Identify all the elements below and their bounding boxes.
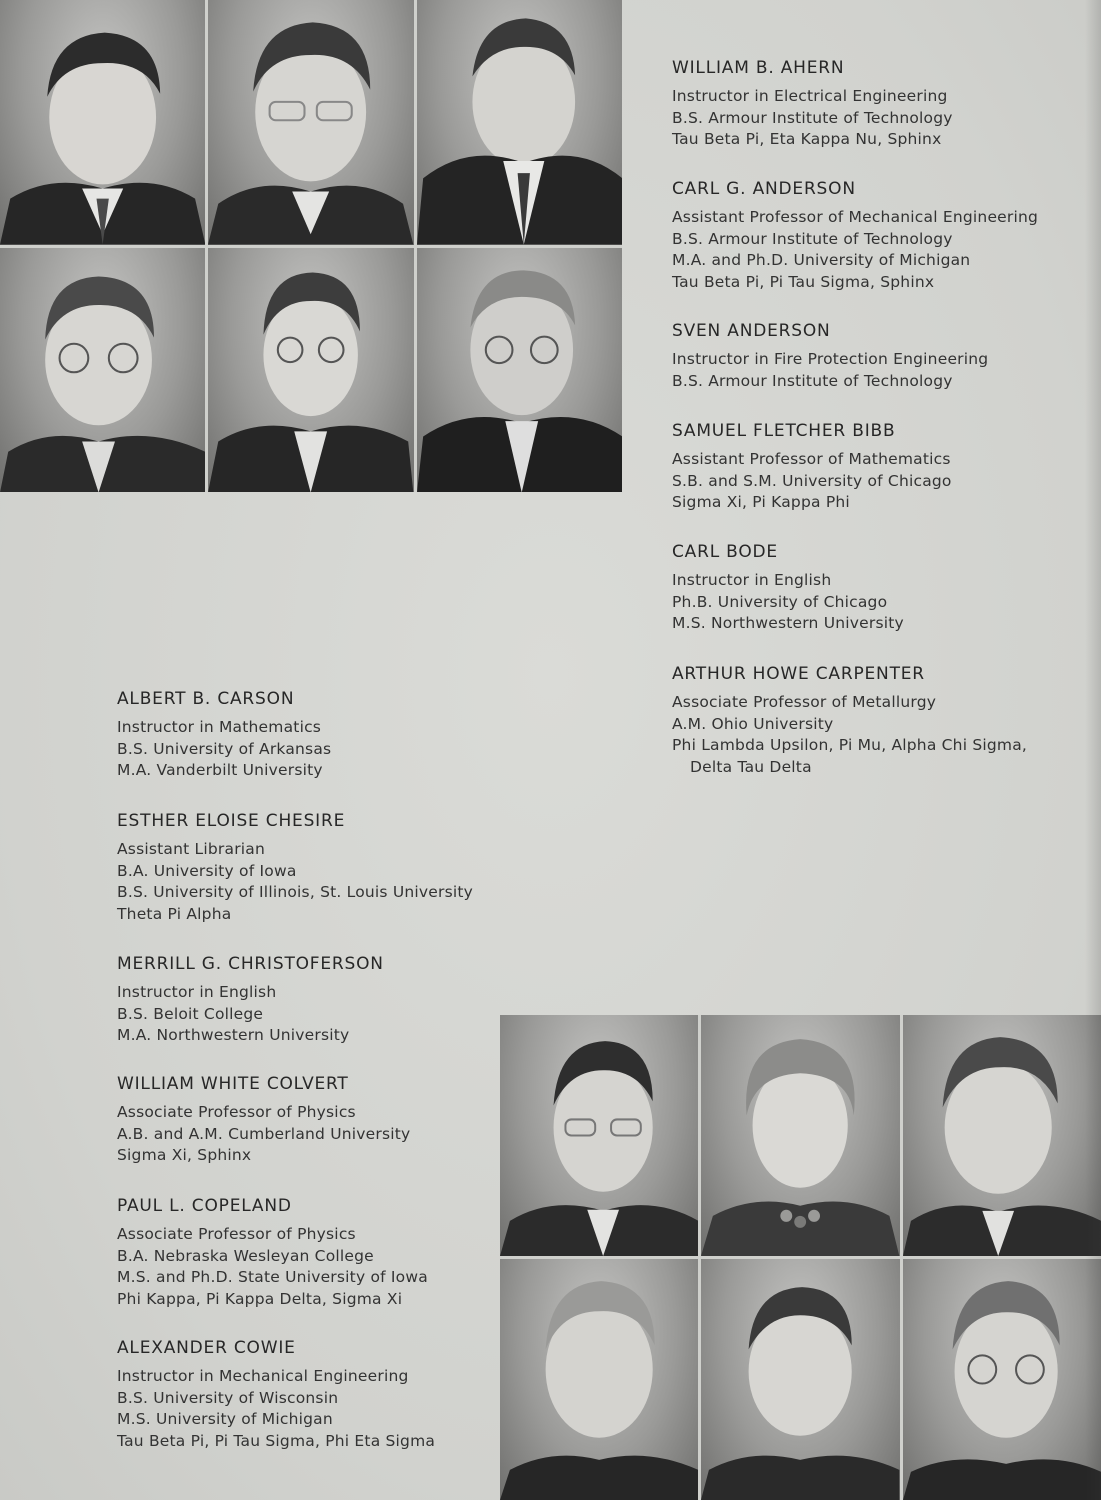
entry-line: M.A. Vanderbilt University (117, 761, 323, 779)
entry-christoferson (117, 954, 384, 1047)
entry-line: Instructor in Mechanical Engineering (117, 1367, 409, 1385)
entry-line: Instructor in English (672, 571, 832, 589)
entry-name: CARL BODE (672, 542, 778, 562)
entry-name: ARTHUR HOWE CARPENTER (672, 664, 925, 684)
entry-line: A.M. Ohio University (672, 714, 834, 733)
entry-name: SVEN ANDERSON (672, 321, 831, 341)
entry-ahern (672, 58, 953, 151)
page-edge-shadow (1085, 0, 1101, 1500)
entry-anderson-carl (672, 179, 1038, 293)
entry-line: B.S. Armour Institute of Technology (672, 229, 953, 248)
entry-line: Assistant Librarian (117, 840, 265, 858)
faculty-portraits-top (0, 0, 622, 492)
entry-name: MERRILL G. CHRISTOFERSON (117, 954, 384, 974)
entry-bode (672, 542, 904, 635)
entry-line: Phi Kappa, Pi Kappa Delta, Sigma Xi (117, 1289, 403, 1308)
entry-anderson-sven (672, 321, 988, 392)
portrait-copeland (701, 1259, 899, 1500)
entry-line: B.A. University of Iowa (117, 861, 297, 880)
entry-line: B.A. Nebraska Wesleyan College (117, 1246, 374, 1265)
portrait-carson (500, 1015, 698, 1256)
portrait-carpenter (417, 248, 622, 493)
entry-line: Tau Beta Pi, Pi Tau Sigma, Phi Eta Sigma (117, 1431, 436, 1450)
entry-line: M.S. University of Michigan (117, 1410, 333, 1428)
entry-copeland (117, 1196, 428, 1310)
portrait-ahern (0, 0, 205, 245)
entry-chesire (117, 811, 473, 925)
entry-line: Associate Professor of Physics (117, 1103, 356, 1121)
entry-line: B.S. Armour Institute of Technology (672, 108, 953, 127)
portrait-bibb (0, 248, 205, 493)
entry-line: M.S. Northwestern University (672, 614, 904, 632)
entry-line: Theta Pi Alpha (117, 904, 232, 923)
entry-line: B.S. University of Illinois, St. Louis University (117, 883, 474, 901)
faculty-portraits-bottom (500, 1015, 1101, 1500)
entry-line: S.B. and S.M. University of Chicago (672, 471, 952, 490)
entry-carson (117, 689, 331, 782)
portrait-colvert (500, 1259, 698, 1500)
entry-name: PAUL L. COPELAND (117, 1196, 292, 1216)
entry-line: M.A. and Ph.D. University of Michigan (672, 251, 971, 269)
entry-cowie (117, 1338, 435, 1452)
entry-line: B.S. Beloit College (117, 1004, 264, 1023)
entry-line: Assistant Professor of Mathematics (672, 450, 951, 468)
portrait-chesire (701, 1015, 899, 1256)
entry-line: B.S. University of Wisconsin (117, 1388, 339, 1407)
entry-line: A.B. and A.M. Cumberland University (117, 1124, 411, 1143)
entry-name: WILLIAM B. AHERN (672, 58, 845, 78)
entry-line: Instructor in Electrical Engineering (672, 87, 948, 105)
portrait-bode (208, 248, 413, 493)
entry-line: Phi Lambda Upsilon, Pi Mu, Alpha Chi Sigma, (672, 736, 1028, 754)
entry-line: Instructor in Fire Protection Engineering (672, 350, 989, 368)
entry-bibb (672, 421, 952, 514)
entry-line: Associate Professor of Metallurgy (672, 693, 937, 711)
portrait-cowie (903, 1259, 1101, 1500)
entry-line: Tau Beta Pi, Pi Tau Sigma, Sphinx (672, 272, 935, 291)
entry-line: Delta Tau Delta (690, 757, 812, 776)
entry-line: M.S. and Ph.D. State University of Iowa (117, 1268, 428, 1286)
entry-line: B.S. Armour Institute of Technology (672, 371, 953, 390)
entry-line: Ph.B. University of Chicago (672, 592, 888, 611)
entry-line: Instructor in English (117, 983, 277, 1001)
entry-name: ESTHER ELOISE CHESIRE (117, 811, 346, 831)
entry-line: Associate Professor of Physics (117, 1225, 356, 1243)
entry-name: WILLIAM WHITE COLVERT (117, 1074, 349, 1094)
entry-line: M.A. Northwestern University (117, 1026, 350, 1044)
entry-line: Assistant Professor of Mechanical Engineering (672, 208, 1039, 226)
portrait-christoferson (903, 1015, 1101, 1256)
entry-line: Sigma Xi, Pi Kappa Phi (672, 493, 850, 511)
entry-line: Instructor in Mathematics (117, 718, 322, 736)
entry-line: Tau Beta Pi, Eta Kappa Nu, Sphinx (672, 130, 942, 148)
portrait-anderson-carl (208, 0, 413, 245)
entry-line: Sigma Xi, Sphinx (117, 1146, 252, 1164)
entry-name: ALBERT B. CARSON (117, 689, 295, 709)
entry-line: B.S. University of Arkansas (117, 739, 332, 758)
entry-name: ALEXANDER COWIE (117, 1338, 296, 1358)
entry-name: SAMUEL FLETCHER BIBB (672, 421, 896, 441)
portrait-anderson-sven (417, 0, 622, 245)
entry-name: CARL G. ANDERSON (672, 179, 856, 199)
entry-carpenter (672, 664, 1027, 778)
entry-colvert (117, 1074, 410, 1167)
